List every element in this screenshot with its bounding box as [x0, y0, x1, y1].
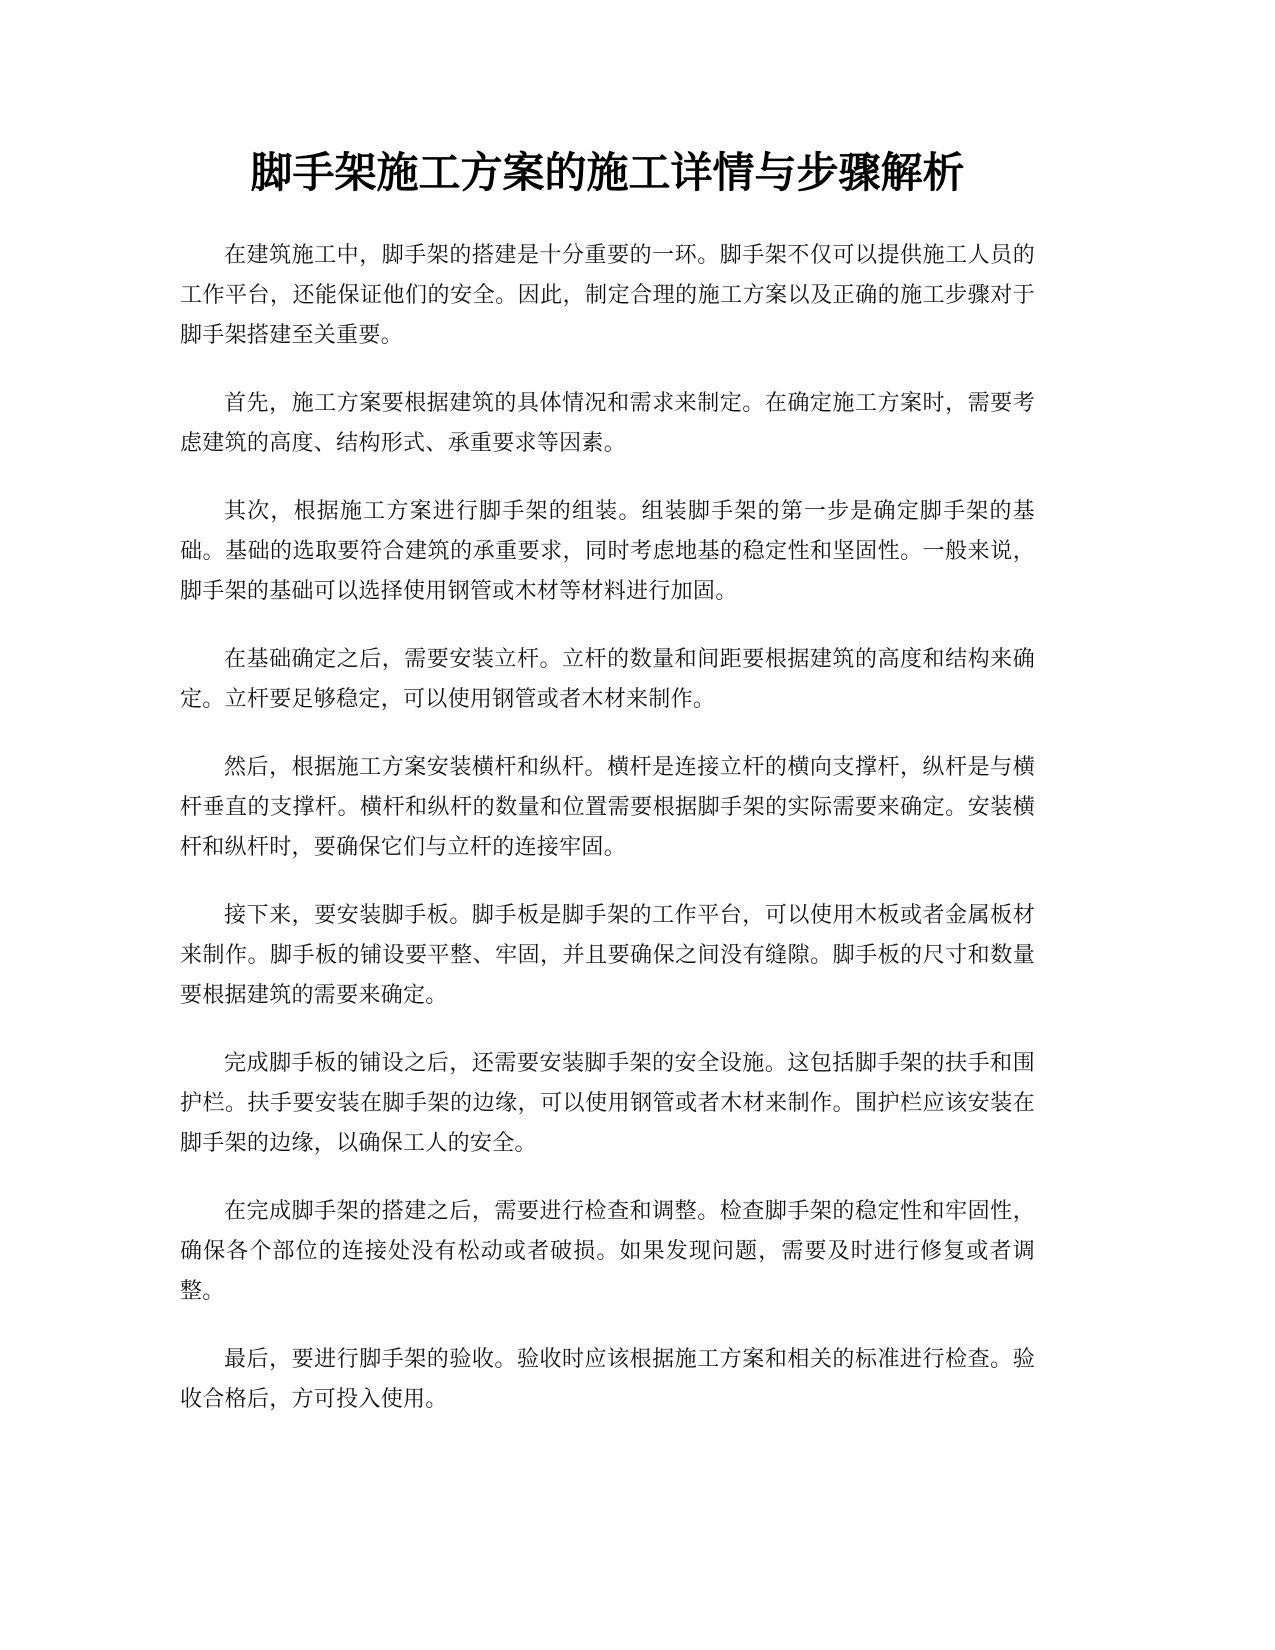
paragraph-crossbars: 然后，根据施工方案安装横杆和纵杆。横杆是连接立杆的横向支撑杆，纵杆是与横杆垂直的支撑杆。横杆和纵杆的数量和位置需要根据脚手架的实际需要来确定。安装横杆和纵杆时，要确保它们与立杆的连接牢固。 [180, 755, 1035, 860]
paragraph-acceptance: 最后，要进行脚手架的验收。验收时应该根据施工方案和相关的标准进行检查。验收合格后，方可投入使用。 [180, 1347, 1035, 1412]
paragraph-inspection: 在完成脚手架的搭建之后，需要进行检查和调整。检查脚手架的稳定性和牢固性，确保各个部位的连接处没有松动或者破损。如果发现问题，需要及时进行修复或者调整。 [180, 1199, 1035, 1304]
document-page [180, 150, 1035, 1448]
document-title: 脚手架施工方案的施工详情与步骤解析 [250, 148, 965, 197]
paragraph-plan: 首先，施工方案要根据建筑的具体情况和需求来制定。在确定施工方案时，需要考虑建筑的高度、结构形式、承重要求等因素。 [180, 391, 1035, 456]
paragraph-intro: 在建筑施工中，脚手架的搭建是十分重要的一环。脚手架不仅可以提供施工人员的工作平台，还能保证他们的安全。因此，制定合理的施工方案以及正确的施工步骤对于脚手架搭建至关重要。 [180, 243, 1035, 348]
paragraph-boards: 接下来，要安装脚手板。脚手板是脚手架的工作平台，可以使用木板或者金属板材来制作。脚手板的铺设要平整、牢固，并且要确保之间没有缝隙。脚手板的尺寸和数量要根据建筑的需要来确定。 [180, 903, 1035, 1008]
paragraph-safety: 完成脚手板的铺设之后，还需要安装脚手架的安全设施。这包括脚手架的扶手和围护栏。扶手要安装在脚手架的边缘，可以使用钢管或者木材来制作。围护栏应该安装在脚手架的边缘，以确保工人的安全。 [180, 1051, 1035, 1156]
paragraph-uprights: 在基础确定之后，需要安装立杆。立杆的数量和间距要根据建筑的高度和结构来确定。立杆要足够稳定，可以使用钢管或者木材来制作。 [180, 647, 1035, 712]
paragraph-foundation: 其次，根据施工方案进行脚手架的组装。组装脚手架的第一步是确定脚手架的基础。基础的选取要符合建筑的承重要求，同时考虑地基的稳定性和坚固性。一般来说，脚手架的基础可以选择使用钢管或木材等材料进行加固。 [180, 499, 1035, 604]
